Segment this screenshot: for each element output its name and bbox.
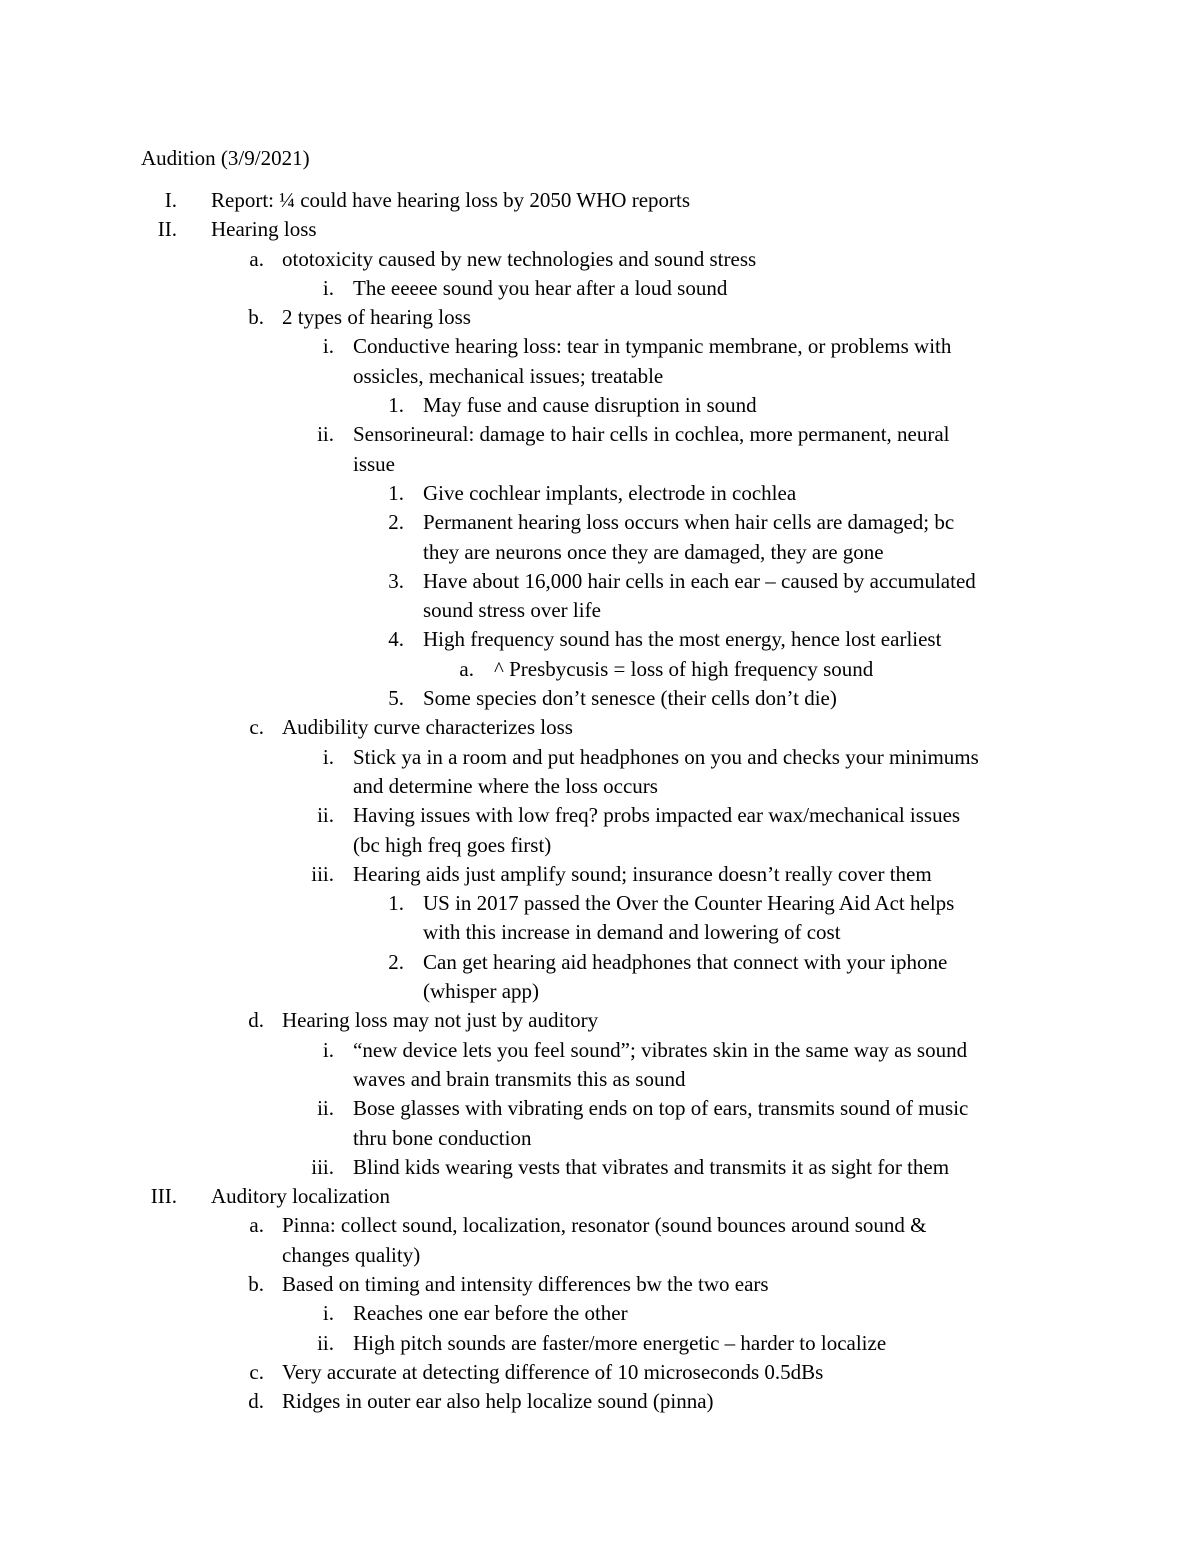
outline-text: thru bone conduction (353, 1125, 532, 1150)
outline-marker: II. (157, 217, 177, 242)
outline-marker: a. (459, 656, 474, 681)
outline-item-level-2 (0, 1241, 1200, 1270)
outline-item-level-2 (0, 1006, 1200, 1035)
outline-item-level-3 (0, 332, 1200, 361)
outline-text: Sensorineural: damage to hair cells in cochlea, more permanent, neural (353, 422, 950, 447)
outline-item-level-2 (0, 1270, 1200, 1299)
outline-marker: 5. (388, 686, 404, 711)
outline-text: Can get hearing aid headphones that connect with your iphone (423, 949, 948, 974)
outline-marker: ii. (317, 1096, 334, 1121)
outline-item-level-4 (0, 889, 1200, 918)
outline-marker: 1. (388, 891, 404, 916)
outline-item-level-4 (0, 508, 1200, 537)
outline-item-level-3 (0, 743, 1200, 772)
outline-list (0, 186, 1200, 1416)
outline-marker: b. (248, 305, 264, 330)
outline-item-level-4 (0, 538, 1200, 567)
outline-text: Bose glasses with vibrating ends on top of ears, transmits sound of music (353, 1096, 969, 1121)
outline-marker: 2. (388, 949, 404, 974)
outline-item-level-3 (0, 1065, 1200, 1094)
outline-text: and determine where the loss occurs (353, 773, 658, 798)
outline-marker: 3. (388, 568, 404, 593)
outline-text: with this increase in demand and lowering of cost (423, 920, 841, 945)
outline-item-level-3 (0, 1036, 1200, 1065)
outline-item-level-4 (0, 567, 1200, 596)
outline-marker: ii. (317, 803, 334, 828)
outline-marker: iii. (311, 1154, 334, 1179)
outline-text: High frequency sound has the most energy, hence lost earliest (423, 627, 942, 652)
outline-item-level-3 (0, 772, 1200, 801)
outline-text: they are neurons once they are damaged, they are gone (423, 539, 884, 564)
outline-item-level-3 (0, 362, 1200, 391)
outline-text: ossicles, mechanical issues; treatable (353, 363, 664, 388)
outline-marker: i. (322, 744, 334, 769)
outline-text: Permanent hearing loss occurs when hair cells are damaged; bc (423, 510, 955, 535)
outline-marker: I. (164, 188, 177, 212)
outline-text: Have about 16,000 hair cells in each ear – caused by accumulated (423, 568, 976, 593)
outline-text: waves and brain transmits this as sound (353, 1066, 686, 1091)
outline-marker: a. (249, 246, 264, 271)
document-title: Audition (3/9/2021) (141, 146, 310, 170)
outline-text: Hearing loss may not just by auditory (282, 1008, 599, 1033)
outline-item-level-4 (0, 625, 1200, 654)
outline-text: Conductive hearing loss: tear in tympanic membrane, or problems with (353, 334, 952, 359)
outline-marker: d. (248, 1389, 264, 1414)
outline-item-level-2 (0, 713, 1200, 742)
outline-item-level-3 (0, 1094, 1200, 1123)
outline-item-level-3 (0, 420, 1200, 449)
outline-text: Ridges in outer ear also help localize sound (pinna) (282, 1389, 714, 1414)
outline-item-level-5 (0, 655, 1200, 684)
outline-item-level-3 (0, 860, 1200, 889)
outline-item-level-4 (0, 948, 1200, 977)
outline-text: ototoxicity caused by new technologies and sound stress (282, 246, 757, 271)
outline-text: US in 2017 passed the Over the Counter Hearing Aid Act helps (423, 891, 955, 916)
outline-text: (bc high freq goes first) (353, 832, 552, 857)
outline-marker: b. (248, 1271, 264, 1296)
outline-text: Some species don’t senesce (their cells don’t die) (423, 686, 837, 711)
outline-marker: d. (248, 1008, 264, 1033)
outline-text: (whisper app) (423, 979, 540, 1004)
outline-item-level-4 (0, 977, 1200, 1006)
outline-item-level-3 (0, 1299, 1200, 1328)
outline-marker: c. (249, 715, 264, 740)
outline-text: Hearing loss (211, 217, 317, 242)
outline-item-level-3 (0, 1153, 1200, 1182)
outline-text: Report: ¼ could have hearing loss by 2050 WHO reports (211, 188, 691, 212)
outline-text: The eeeee sound you hear after a loud sound (353, 275, 728, 300)
outline-marker: a. (249, 1213, 264, 1238)
outline-marker: ii. (317, 1330, 334, 1355)
outline-item-level-1 (0, 186, 1200, 215)
outline-item-level-4 (0, 918, 1200, 947)
outline-marker: i. (322, 1301, 334, 1326)
outline-item-level-4 (0, 479, 1200, 508)
outline-text: changes quality) (282, 1242, 421, 1267)
outline-text: Stick ya in a room and put headphones on you and checks your minimums (353, 744, 979, 769)
outline-item-level-2 (0, 245, 1200, 274)
outline-item-level-1 (0, 215, 1200, 244)
outline-text: Auditory localization (211, 1184, 391, 1209)
outline-marker: 2. (388, 510, 404, 535)
outline-text: High pitch sounds are faster/more energetic – harder to localize (353, 1330, 887, 1355)
outline-marker: i. (322, 334, 334, 359)
outline-text: “new device lets you feel sound”; vibrates skin in the same way as sound (353, 1037, 968, 1062)
outline-item-level-4 (0, 596, 1200, 625)
outline-marker: i. (322, 275, 334, 300)
outline-item-level-4 (0, 391, 1200, 420)
outline-marker: i. (322, 1037, 334, 1062)
outline-marker: c. (249, 1359, 264, 1384)
outline-text: 2 types of hearing loss (282, 305, 471, 330)
outline-text: Based on timing and intensity differences bw the two ears (282, 1271, 769, 1296)
outline-text: ^ Presbycusis = loss of high frequency sound (494, 656, 874, 681)
outline-item-level-3 (0, 831, 1200, 860)
outline-marker: 1. (388, 480, 404, 505)
outline-marker: ii. (317, 422, 334, 447)
outline-item-level-2 (0, 1387, 1200, 1416)
outline-text: May fuse and cause disruption in sound (423, 393, 757, 418)
outline-item-level-4 (0, 684, 1200, 713)
outline-item-level-1 (0, 1182, 1200, 1211)
outline-marker: 1. (388, 393, 404, 418)
outline-text: Give cochlear implants, electrode in cochlea (423, 480, 797, 505)
outline-item-level-3 (0, 274, 1200, 303)
outline-item-level-3 (0, 1124, 1200, 1153)
outline-item-level-2 (0, 1358, 1200, 1387)
outline-text: Hearing aids just amplify sound; insurance doesn’t really cover them (353, 861, 932, 886)
outline-text: issue (353, 451, 395, 476)
outline-text: Very accurate at detecting difference of 10 microseconds 0.5dBs (282, 1359, 824, 1384)
outline-text: Reaches one ear before the other (353, 1301, 628, 1326)
outline-marker: 4. (388, 627, 404, 652)
outline-text: Pinna: collect sound, localization, resonator (sound bounces around sound & (282, 1213, 927, 1238)
outline-text: Audibility curve characterizes loss (282, 715, 573, 740)
outline-item-level-3 (0, 801, 1200, 830)
outline-text: sound stress over life (423, 598, 601, 623)
outline-text: Blind kids wearing vests that vibrates and transmits it as sight for them (353, 1154, 950, 1179)
outline-marker: iii. (311, 861, 334, 886)
outline-item-level-3 (0, 1329, 1200, 1358)
outline-item-level-2 (0, 1211, 1200, 1240)
outline-item-level-2 (0, 303, 1200, 332)
outline-text: Having issues with low freq? probs impacted ear wax/mechanical issues (353, 803, 961, 828)
outline-marker: III. (150, 1184, 177, 1209)
outline-item-level-3 (0, 450, 1200, 479)
